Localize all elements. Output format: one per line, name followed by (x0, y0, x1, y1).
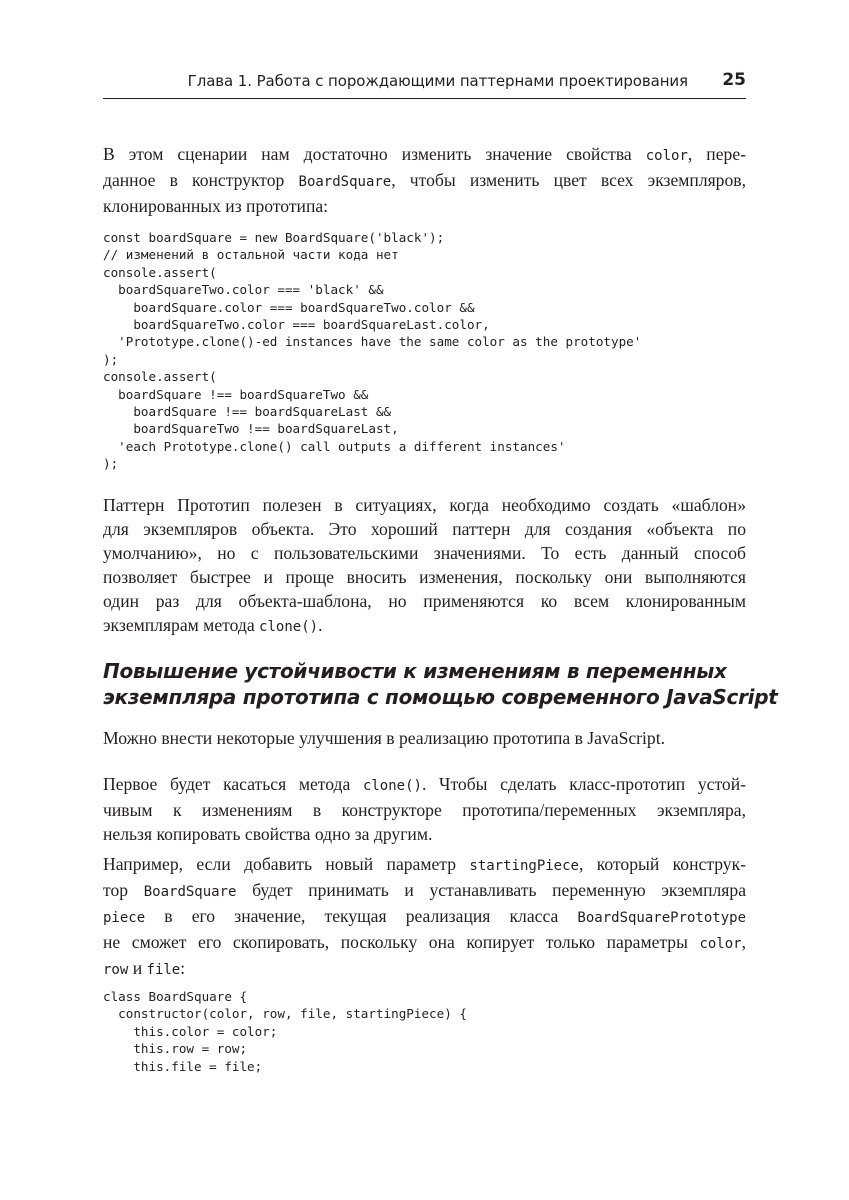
inline-code: BoardSquare (143, 884, 237, 900)
text-line: Например, если добавить новый параметр startingPiece, который конструк- (103, 854, 746, 874)
text-line: данное в конструктор BoardSquare, чтобы изменить цвет всех экземпляров, (103, 170, 746, 190)
text-line: экземплярам метода clone(). (103, 615, 323, 635)
text-line: клонированных из прототипа: (103, 196, 329, 216)
prototype-paragraph (103, 493, 746, 639)
text-line: Первое будет касаться метода clone(). Чтобы сделать класс-прототип устой- (103, 774, 746, 794)
inline-code: piece (103, 910, 146, 926)
text-line: умолчанию», но с пользовательскими значениями. То есть данный способ (103, 543, 746, 563)
text-line: чивым к изменениям в конструкторе прототипа/переменных экземпляра, (103, 800, 746, 820)
inline-code: clone() (362, 778, 422, 794)
code-block-prototype-assert: const boardSquare = new BoardSquare('black'); // изменений в остальной части кода нет console.assert( boardSquareTwo.color === 'black' && boardSquare.color === boardSquareTwo.color && boardSquareTwo.color === boardSquareLast.color, 'Prototype.clone()-ed instances have the same color as the prototype' ); console.assert( boardSquare !== boardSquareTwo && boardSquare !== boardSquareLast && boardSquareTwo !== boardSquareLast, 'each Prototype.clone() call outputs a different instances' ); (103, 230, 642, 472)
text-line: нельзя копировать свойства одно за другим. (103, 824, 433, 844)
text-line: piece в его значение, текущая реализация класса BoardSquarePrototype (103, 906, 746, 926)
text-line: В этом сценарии нам достаточно изменить значение свойства color, пере- (103, 144, 746, 164)
clone-paragraph (103, 772, 746, 846)
inline-code: file (146, 962, 181, 978)
code-block-boardsquare-class: class BoardSquare { constructor(color, row, file, startingPiece) { this.color = color; this.row = row; this.file = file; (103, 989, 467, 1074)
inline-code: BoardSquarePrototype (577, 910, 746, 926)
text-line: тор BoardSquare будет принимать и устанавливать переменную экземпляра (103, 880, 746, 900)
text-line: для экземпляров объекта. Это хороший паттерн для создания «объекта по (103, 519, 746, 539)
inline-code: row (103, 962, 129, 978)
intro-paragraph (103, 142, 746, 218)
text-line: Можно внести некоторые улучшения в реализацию прототипа в JavaScript. (103, 728, 665, 748)
chapter-title: Глава 1. Работа с порождающими паттернами проектирования (187, 72, 688, 90)
improvements-paragraph (103, 726, 746, 750)
text-line: row и file: (103, 958, 186, 978)
text-line: Паттерн Прототип полезен в ситуациях, когда необходимо создать «шаблон» (103, 495, 746, 515)
example-paragraph (103, 852, 746, 982)
text-line: позволяет быстрее и проще вносить изменения, поскольку они выполняются (103, 567, 746, 587)
inline-code: color (699, 936, 742, 952)
inline-code: color (645, 148, 688, 164)
text-line: один раз для объекта-шаблона, но применяются ко всем клонированным (103, 591, 746, 611)
section-heading: Повышение устойчивости к изменениям в переменных экземпляра прототипа с помощью современного JavaScript (103, 659, 778, 709)
text-line: не сможет его скопировать, поскольку она копирует только параметры color, (103, 932, 746, 952)
inline-code: startingPiece (469, 858, 579, 874)
running-header (103, 68, 746, 99)
inline-code: BoardSquare (298, 174, 392, 190)
inline-code: clone() (259, 619, 319, 635)
page-number: 25 (722, 70, 746, 90)
